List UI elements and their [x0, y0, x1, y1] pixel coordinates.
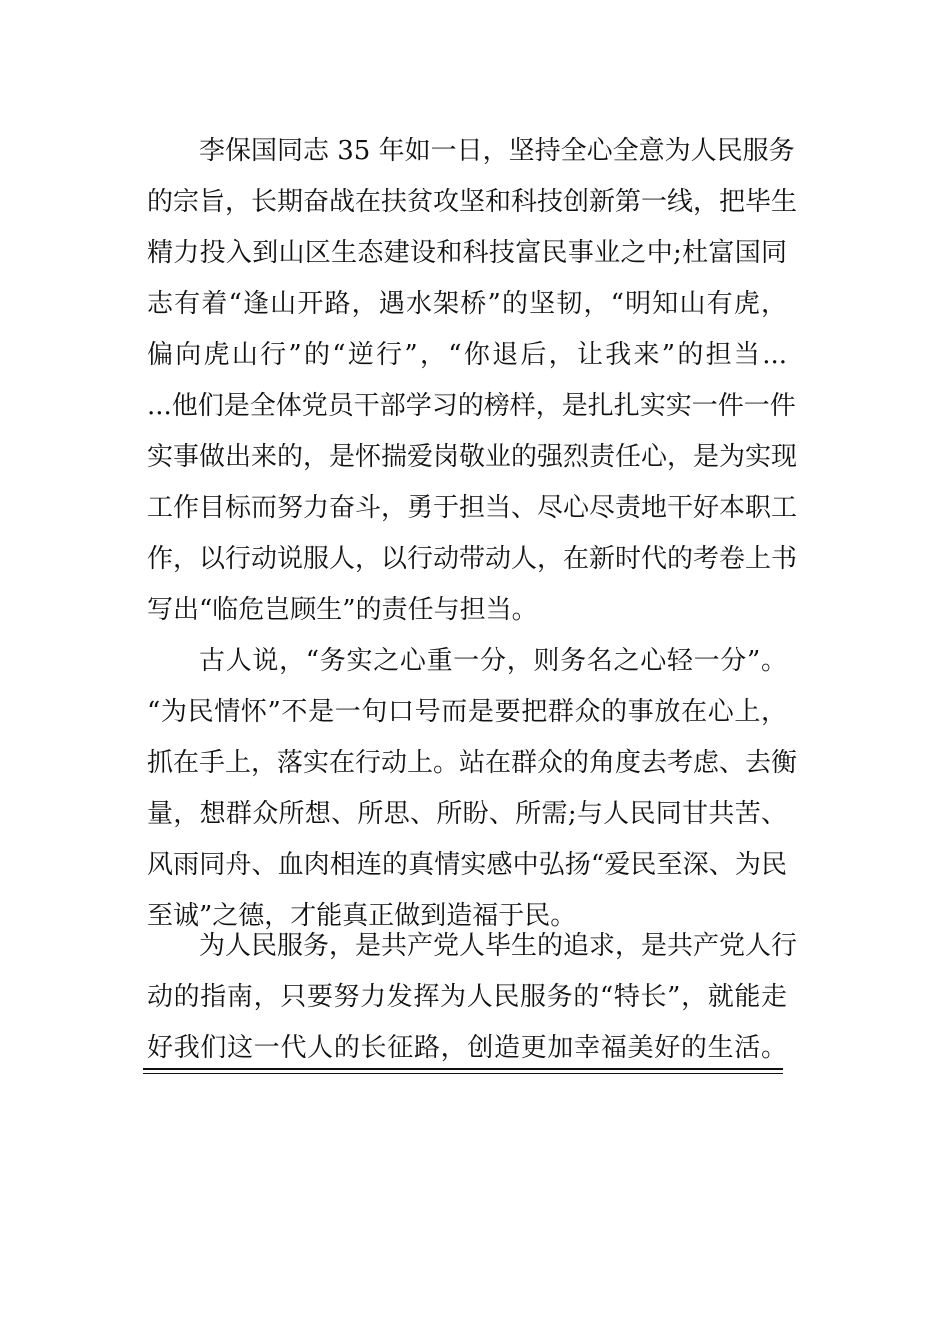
paragraph-1-line-9: 作，以行动说服人，以行动带动人，在新时代的考卷上书 [147, 544, 798, 574]
paragraph-1-line-10: 写出“临危岂顾生”的责任与担当。 [147, 595, 538, 625]
paragraph-1-line-7: 实事做出来的，是怀揣爱岗敬业的强烈责任心，是为实现 [147, 442, 798, 472]
paragraph-1-line-4: 志有着“逢山开路，遇水架桥”的坚韧，“明知山有虎， [147, 289, 787, 319]
paragraph-3-line-2: 动的指南，只要努力发挥为人民服务的“特长”，就能走 [147, 982, 787, 1012]
footer-rule-thick [143, 1068, 783, 1070]
paragraph-2-line-2: “为民情怀”不是一句口号而是要把群众的事放在心上， [147, 697, 787, 727]
paragraph-1-line-6: ...他们是全体党员干部学习的榜样，是扎扎实实一件一件 [147, 391, 796, 421]
paragraph-1-line-2: 的宗旨，长期奋战在扶贫攻坚和科技创新第一线，把毕生 [147, 187, 798, 217]
paragraph-2-line-4: 量，想群众所想、所思、所盼、所需;与人民同甘共苦、 [147, 799, 787, 829]
paragraph-2-line-6: 至诚”之德，才能真正做到造福于民。 [147, 901, 577, 931]
paragraph-1-line-3: 精力投入到山区生态建设和科技富民事业之中;杜富国同 [147, 238, 787, 268]
paragraph-2-line-3: 抓在手上，落实在行动上。站在群众的角度去考虑、去衡 [147, 748, 798, 778]
paragraph-2-line-5: 风雨同舟、血肉相连的真情实感中弘扬“爱民至深、为民 [147, 850, 787, 880]
paragraph-2-line-1: 古人说，“务实之心重一分，则务名之心轻一分”。 [199, 646, 787, 676]
paragraph-1-line-5: 偏向虎山行”的“逆行”，“你退后，让我来”的担当... [147, 340, 787, 370]
paragraph-3-line-1: 为人民服务，是共产党人毕生的追求，是共产党人行 [199, 931, 798, 961]
paragraph-3-line-3: 好我们这一代人的长征路，创造更加幸福美好的生活。 [147, 1033, 787, 1063]
paragraph-1-line-8: 工作目标而努力奋斗，勇于担当、尽心尽责地干好本职工 [147, 493, 798, 523]
paragraph-1-line-1: 李保国同志 35 年如一日，坚持全心全意为人民服务 [199, 136, 795, 166]
footer-rule-thin [143, 1073, 783, 1074]
